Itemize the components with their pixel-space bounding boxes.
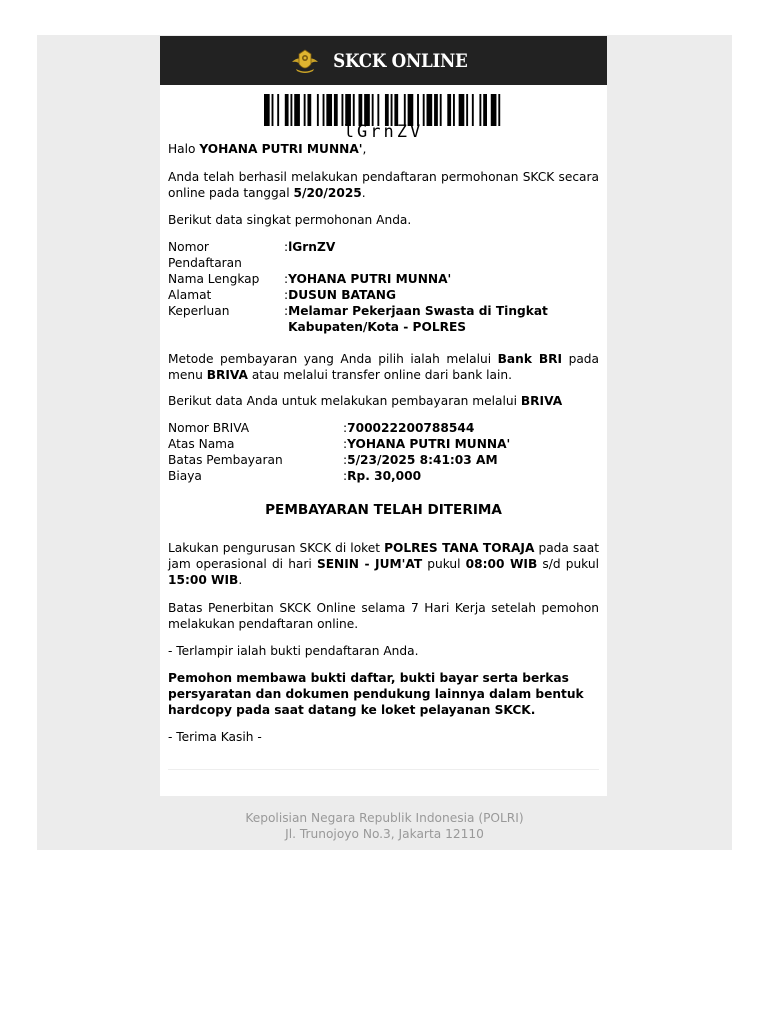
barcode-code: lGrnZV	[343, 122, 424, 142]
registration-value: DUSUN BATANG	[288, 288, 397, 302]
header-bar	[160, 36, 607, 85]
registration-row: Alamat : DUSUN BATANG	[168, 288, 397, 302]
barcode-bar	[434, 94, 438, 126]
registration-label: Nama Lengkap	[168, 272, 260, 286]
barcode-bar	[341, 94, 343, 126]
barcode-bar	[290, 94, 292, 126]
barcode-block	[160, 85, 607, 141]
payment-row: Atas Nama : YOHANA PUTRI MUNNA'	[168, 437, 511, 451]
barcode-bar	[426, 94, 432, 126]
barcode-bar	[333, 94, 337, 126]
instructions-paragraph: Lakukan pengurusan SKCK di loket POLRES TANA TORAJA pada saat jam operasional di hari SENIN - JUM'AT pukul 08:00 WIB s/d pukul 15:00 WIB.	[168, 541, 599, 587]
bring-documents-note: Pemohon membawa bukti daftar, bukti bayar serta berkas persyaratan dan dokumen pendukung lainnya dalam bentuk hardcopy pada saat datang ke loket pelayanan SKCK.	[168, 671, 584, 717]
recipient-name: YOHANA PUTRI MUNNA'	[199, 142, 363, 156]
registration-date: 5/20/2025	[293, 186, 362, 200]
registration-row: Nama Lengkap : YOHANA PUTRI MUNNA'	[168, 272, 452, 286]
deadline-note: Batas Penerbitan SKCK Online selama 7 Hari Kerja setelah pemohon melakukan pendaftaran online.	[168, 601, 599, 631]
payment-method-paragraph: Metode pembayaran yang Anda pilih ialah melalui Bank BRI pada menu BRIVA atau melalui transfer online dari bank lain.	[168, 352, 599, 382]
skck-logo	[290, 47, 477, 75]
police-emblem-icon	[290, 47, 320, 75]
payment-row: Batas Pembayaran : 5/23/2025 8:41:03 AM	[168, 453, 498, 467]
barcode-bar	[271, 94, 273, 126]
barcode-bar	[490, 94, 496, 126]
registration-value: YOHANA PUTRI MUNNA'	[288, 272, 452, 286]
payment-intro: Berikut data Anda untuk melakukan pembayaran melalui BRIVA	[168, 394, 563, 408]
payment-value: 700022200788544	[347, 421, 475, 435]
barcode-bar	[264, 94, 270, 126]
payment-value: 5/23/2025 8:41:03 AM	[347, 453, 498, 467]
closing-text: - Terima Kasih -	[168, 730, 262, 744]
registration-label: Nomor Pendaftaran	[168, 240, 242, 270]
barcode-bar	[284, 94, 288, 126]
barcode-bar	[483, 94, 487, 126]
barcode-bar	[277, 94, 279, 126]
barcode-bar	[326, 94, 332, 126]
payment-status-title: PEMBAYARAN TELAH DITERIMA	[265, 502, 502, 518]
divider	[168, 769, 599, 770]
registration-row: Keperluan : Melamar Pekerjaan Swasta di Tingkat Kabupaten/Kota - POLRES	[168, 303, 599, 335]
barcode-bar	[322, 94, 324, 126]
intro-paragraph: Anda telah berhasil melakukan pendaftaran permohonan SKCK secara online pada tanggal 5/20/2025.	[168, 170, 599, 200]
payment-row: Nomor BRIVA : 700022200788544	[168, 421, 475, 435]
barcode-bar	[447, 94, 451, 126]
barcode-bar	[307, 94, 311, 126]
payment-label: Batas Pembayaran	[168, 453, 283, 467]
payment-value: Rp. 30,000	[347, 469, 422, 483]
barcode-bar	[466, 94, 468, 126]
payment-label: Nomor BRIVA	[168, 421, 250, 435]
email-card	[160, 36, 607, 796]
payment-table	[168, 420, 599, 484]
logo-text: SKCK ONLINE	[333, 49, 468, 72]
barcode-bar	[498, 94, 500, 126]
footer-address: Jl. Trunojoyo No.3, Jakarta 12110	[285, 827, 484, 841]
registration-table	[168, 239, 599, 335]
barcode-bar	[452, 94, 454, 126]
attachment-note: - Terlampir ialah bukti pendaftaran Anda.	[168, 644, 419, 658]
barcode-bar	[303, 94, 305, 126]
email-content	[160, 141, 607, 770]
registration-value: Melamar Pekerjaan Swasta di Tingkat Kabupaten/Kota - POLRES	[288, 304, 548, 334]
payment-row: Biaya : Rp. 30,000	[168, 469, 422, 483]
barcode-bar	[294, 94, 300, 126]
payment-label: Biaya	[168, 469, 202, 483]
footer	[37, 810, 732, 842]
payment-value: YOHANA PUTRI MUNNA'	[347, 437, 511, 451]
summary-intro: Berikut data singkat permohonan Anda.	[168, 213, 412, 227]
payment-label: Atas Nama	[168, 437, 235, 451]
barcode-bar	[458, 94, 464, 126]
registration-label: Keperluan	[168, 304, 230, 318]
registration-label: Alamat	[168, 288, 212, 302]
barcode-bar	[439, 94, 441, 126]
greeting: Halo YOHANA PUTRI MUNNA',	[168, 142, 367, 156]
barcode-bar	[479, 94, 481, 126]
registration-row: Nomor Pendaftaran : lGrnZV	[168, 240, 336, 270]
footer-organization: Kepolisian Negara Republik Indonesia (POLRI)	[245, 811, 524, 825]
registration-value: lGrnZV	[288, 240, 336, 254]
barcode-bar	[471, 94, 473, 126]
barcode-bar	[316, 94, 318, 126]
